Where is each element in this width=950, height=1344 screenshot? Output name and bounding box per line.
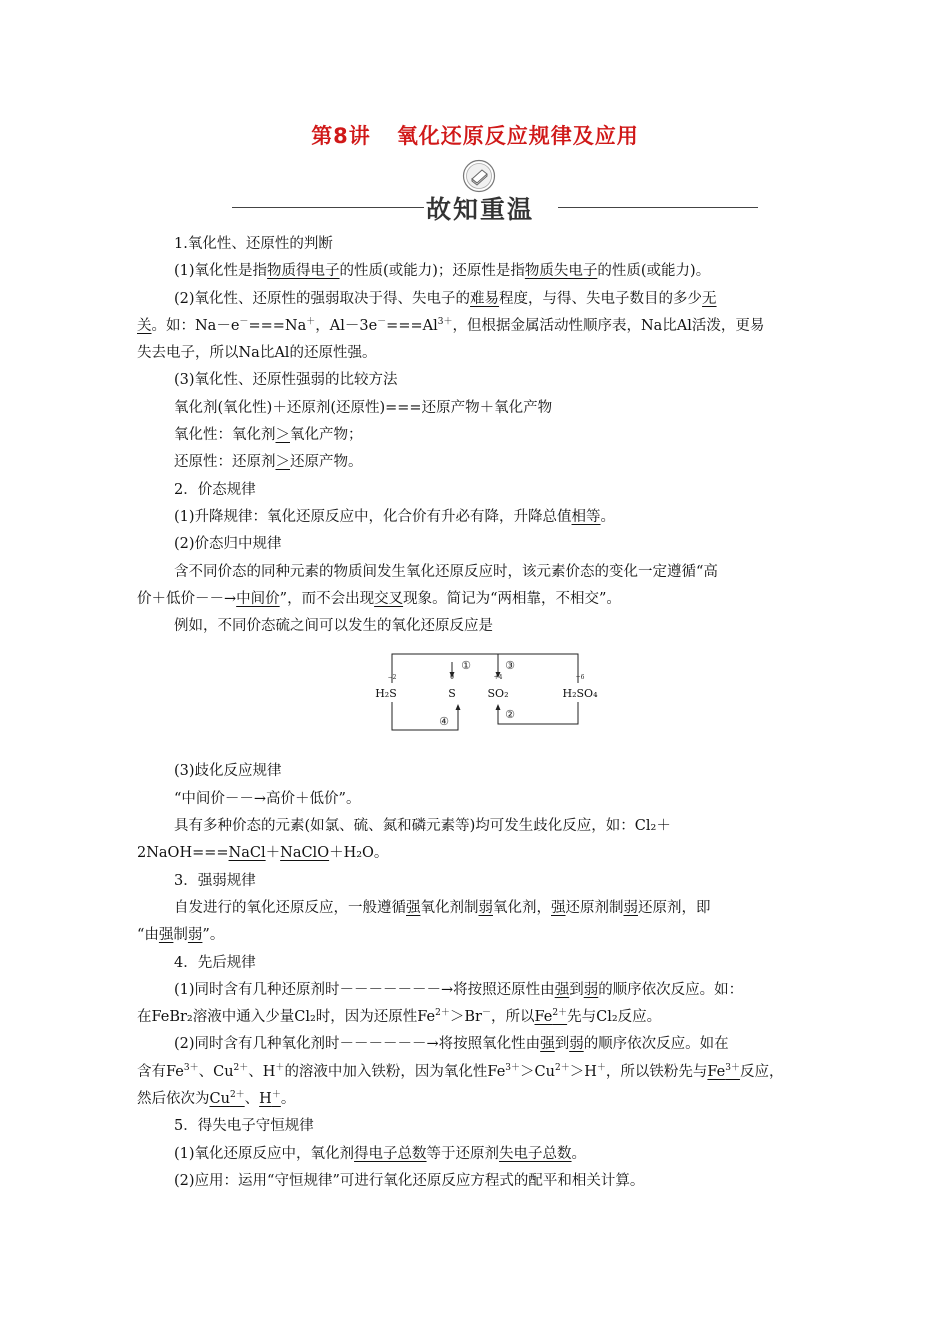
paragraph: (2)氧化性、还原性的强弱取决于得、失电子的难易程度，与得、失电子数目的多少无 [174,290,717,307]
paragraph: (1)氧化还原反应中，氧化剂得电子总数等于还原剂失电子总数。 [174,1145,587,1162]
marker-3: ③ [505,659,515,673]
paragraph: 在FeBr₂溶液中通入少量Cl₂时，因为还原性$Fe^{2+}>Br^-$，所以$Fe^{2+}$先与Cl₂反应。 [137,1008,662,1026]
species-label: S [448,687,456,701]
sulfur-valence-diagram [137,640,820,758]
section-title: 故知重温 [425,195,534,224]
marker-2: ② [505,708,515,722]
paragraph: 2NaOH===NaCl＋NaClO＋H₂O。 [137,845,389,862]
paragraph: 含不同价态的同种元素的物质间发生氧化还原反应时，该元素价态的变化一定遵循“高 [174,563,718,580]
paragraph: (1)同时含有几种还原剂时－－－－－－－→将按照还原性由强到弱的顺序依次反应。如： [174,981,744,998]
paragraph: 含有$Fe^{3+}$、$Cu^{2+}$、H＋的溶液中加入铁粉，因为氧化性$Fe^{3+}>Cu^{2+}>H^+$，所以铁粉先与$Fe^{3+}$反应， [137,1062,784,1080]
heading-conservation: 5．得失电子守恒规律 [174,1118,314,1135]
valence-label: 0 [450,674,454,682]
content [137,231,820,1195]
paragraph: 具有多种价态的元素(如氯、硫、氮和磷元素等)均可发生歧化反应，如：Cl₂＋ [174,818,671,835]
paragraph: 失去电子，所以Na比Al的还原性强。 [137,345,377,362]
lecture-number: 第8讲 [311,124,371,148]
paragraph: (3)氧化性、还原性强弱的比较方法 [174,372,398,389]
species-label: H₂SO₄ [562,687,598,701]
species-label: H₂S [375,687,397,701]
species-label: SO₂ [487,687,509,701]
valence-label: +6 [575,674,585,682]
heading-strength: 3．强弱规律 [174,872,256,889]
paragraph: (1)氧化性是指物质得电子的性质(或能力)；还原性是指物质失电子的性质(或能力)。 [174,263,711,280]
section-rule-right [558,207,758,208]
paragraph: (2)同时含有几种氧化剂时－－－－－－→将按照氧化性由强到弱的顺序依次反应。如在 [174,1036,729,1053]
heading-valence: 2．价态规律 [174,481,256,498]
paragraph: 自发进行的氧化还原反应，一般遵循强氧化剂制弱氧化剂，强还原剂制弱还原剂，即 [174,899,711,916]
heading-judgement: 1.氧化性、还原性的判断 [174,236,333,252]
paragraph: (1)升降规律：氧化还原反应中，化合价有升必有降，升降总值相等。 [174,508,616,525]
lecture-topic: 氧化还原反应规律及应用 [396,124,639,148]
book-icon [462,159,496,193]
paragraph: “中间价－－→高价＋低价”。 [174,790,361,807]
paragraph: (2)应用：运用“守恒规律”可进行氧化还原反应方程式的配平和相关计算。 [174,1172,645,1189]
valence-label: −2 [387,674,397,682]
lecture-title [0,120,950,150]
marker-4: ④ [439,715,449,729]
paragraph: 关。如：Na－e－===Na＋，$Al-3e^-===Al^{3+}$，但根据金属活动性顺序表，Na比Al活泼，更易 [137,317,765,334]
paragraph: 然后依次为$Cu^{2+}$、H＋。 [137,1090,296,1108]
arrow-3 [392,654,498,683]
marker-1: ① [461,659,471,673]
paragraph: 氧化性：氧化剂＞氧化产物； [174,427,363,444]
equation: 氧化剂(氧化性)＋还原剂(还原性)===还原产物＋氧化产物 [174,399,553,416]
valence-label: +4 [493,674,503,682]
heading-order: 4．先后规律 [174,954,256,971]
paragraph: “由强制弱”。 [137,927,225,944]
paragraph: 价＋低价－－→中间价”，而不会出现交叉现象。简记为“两相靠，不相交”。 [137,590,621,607]
paragraph: 例如，不同价态硫之间可以发生的氧化还原反应是 [174,618,493,635]
paragraph: 还原性：还原剂＞还原产物。 [174,454,363,471]
paragraph: (2)价态归中规律 [174,536,282,553]
paragraph: (3)歧化反应规律 [174,763,282,780]
